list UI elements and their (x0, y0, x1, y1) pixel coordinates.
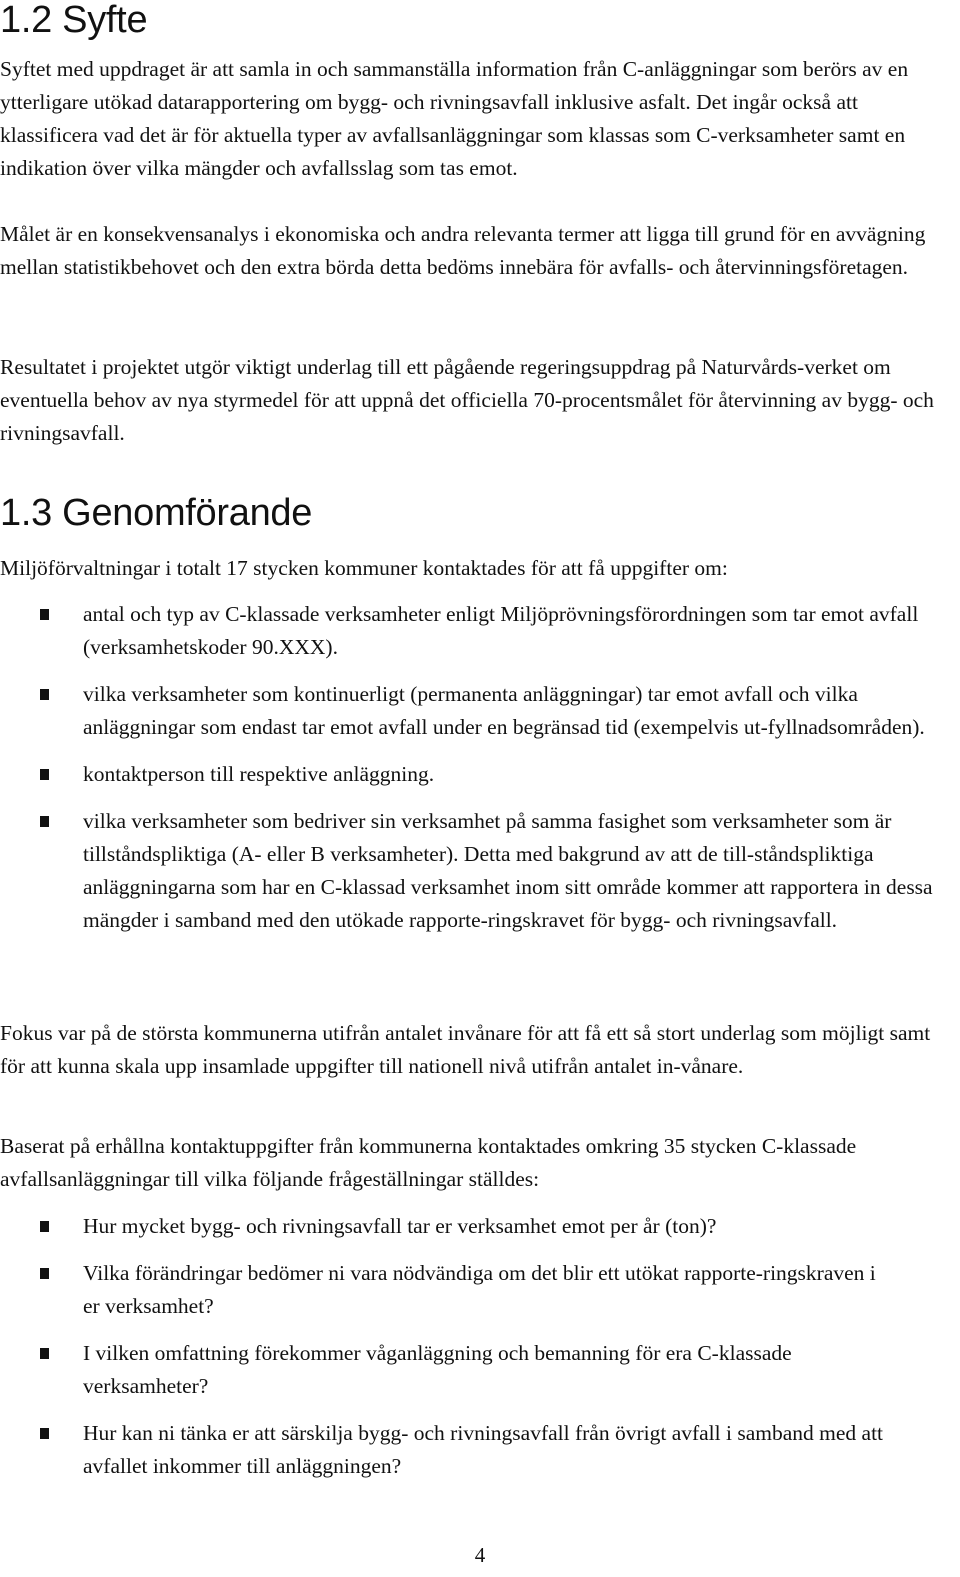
list-item-text: antal och typ av C-klassade verksamheter enligt Miljöprövningsförordningen som tar emot avfall (verksamhetskoder 90.XXX). (83, 602, 919, 659)
list-item-text: Vilka förändringar bedömer ni vara nödvändiga om det blir ett utökat rapporte-ringskraven i er verksamhet? (83, 1261, 876, 1318)
section-heading-genomforande: 1.3 Genomförande (0, 492, 313, 534)
list-item-text: vilka verksamheter som bedriver sin verksamhet på samma fasighet som verksamheter som är tillståndspliktiga (A- eller B verksamheter). Detta med bakgrund av att de till-ståndspliktiga anläggningarna som har en C-klassad verksamhet inom sitt område kommer att rapportera in dessa mängder i samband med den utökade rapporte-ringskravet för bygg- och rivningsavfall. (83, 809, 933, 932)
paragraph-intro: Miljöförvaltningar i totalt 17 stycken kommuner kontaktades för att få uppgifter om: (0, 556, 728, 580)
list-item (0, 598, 960, 664)
paragraph-goal: Målet är en konsekvensanalys i ekonomiska och andra relevanta termer att ligga till grund för en avvägning mellan statistikbehovet och den extra börda detta bedöms innebära för avfalls- och återvinningsföretagen. (0, 222, 926, 279)
list-item (0, 1337, 960, 1403)
list-item (0, 758, 960, 791)
bullet-list-questions (0, 1210, 960, 1483)
bullet-list-municipal-info (0, 598, 960, 937)
list-item (0, 805, 960, 937)
paragraph-based: Baserat på erhållna kontaktuppgifter från kommunerna kontaktades omkring 35 stycken C-klassade avfallsanläggningar till vilka följande frågeställningar ställdes: (0, 1134, 857, 1191)
list-item-text: Hur mycket bygg- och rivningsavfall tar er verksamhet emot per år (ton)? (83, 1214, 717, 1238)
square-bullet-icon (40, 689, 49, 700)
paragraph-focus: Fokus var på de största kommunerna utifrån antalet invånare för att få ett så stort underlag som möjligt samt för att kunna skala upp insamlade uppgifter till nationell nivå utifrån antalet in-vånare. (0, 1021, 931, 1078)
square-bullet-icon (40, 1348, 49, 1359)
list-item (0, 1210, 960, 1243)
paragraph-result: Resultatet i projektet utgör viktigt underlag till ett pågående regeringsuppdrag på Naturvårds-verket om eventuella behov av nya styrmedel för att uppnå det officiella 70-procentsmålet för återvinning av bygg- och rivningsavfall. (0, 355, 934, 445)
list-item-text: I vilken omfattning förekommer våganläggning och bemanning för era C-klassade verksamheter? (83, 1341, 792, 1398)
list-item-text: kontaktperson till respektive anläggning. (83, 762, 435, 786)
page-number: 4 (474, 1543, 486, 1567)
list-item (0, 1417, 960, 1483)
square-bullet-icon (40, 816, 49, 827)
list-item (0, 678, 960, 744)
list-item-text: vilka verksamheter som kontinuerligt (permanenta anläggningar) tar emot avfall och vilka anläggningar som endast tar emot avfall under en begränsad tid (exempelvis ut-fyllnadsområden). (83, 682, 925, 739)
square-bullet-icon (40, 609, 49, 620)
square-bullet-icon (40, 1428, 49, 1439)
list-item-text: Hur kan ni tänka er att särskilja bygg- och rivningsavfall från övrigt avfall i samband med att avfallet inkommer till anläggningen? (83, 1421, 884, 1478)
square-bullet-icon (40, 769, 49, 780)
section-heading-syfte: 1.2 Syfte (0, 0, 148, 41)
square-bullet-icon (40, 1221, 49, 1232)
paragraph-purpose: Syftet med uppdraget är att samla in och sammanställa information från C-anläggningar som berörs av en ytterligare utökad datarapportering om bygg- och rivningsavfall inklusive asfalt. Det ingår också att klassificera vad det är för aktuella typer av avfallsanläggningar som klassas som C-verksamheter samt en indikation över vilka mängder och avfallsslag som tas emot. (0, 57, 909, 180)
square-bullet-icon (40, 1268, 49, 1279)
list-item (0, 1257, 960, 1323)
